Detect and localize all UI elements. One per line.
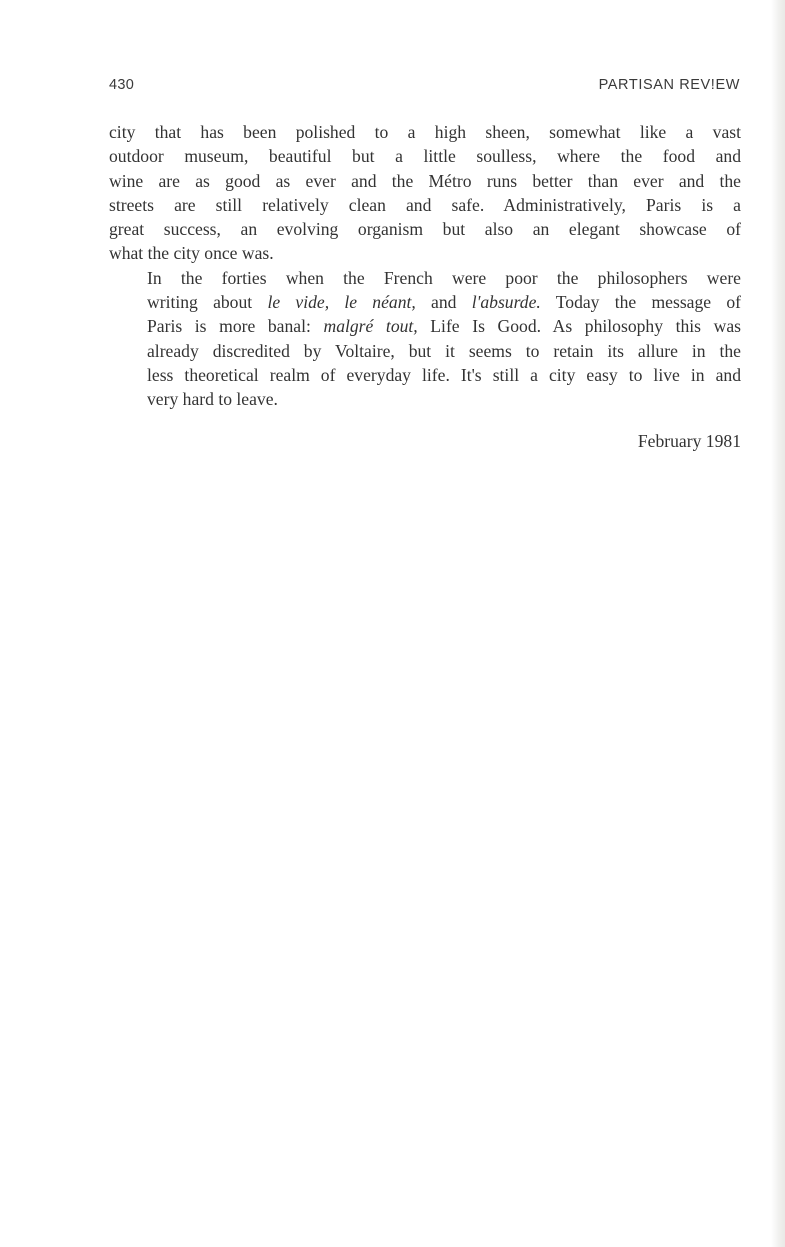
text-run: writing about bbox=[147, 292, 268, 313]
journal-name: PARTISAN REV!EW bbox=[598, 77, 740, 93]
article-body bbox=[109, 120, 741, 412]
text-line: very hard to leave. bbox=[147, 389, 278, 410]
text-line: already discredited by Voltaire, but it seems to retain its allure in the bbox=[147, 340, 741, 361]
text-line: streets are still relatively clean and safe. Administratively, Paris is a bbox=[109, 194, 741, 215]
text-run: and bbox=[415, 292, 472, 313]
text-line: outdoor museum, beautiful but a little soulless, where the food and bbox=[109, 146, 741, 167]
text-run: Paris is more banal: bbox=[147, 316, 324, 337]
italic-phrase: malgré tout, bbox=[323, 316, 418, 337]
text-run: Today the message of bbox=[540, 292, 741, 313]
text-line: less theoretical realm of everyday life. It's still a city easy to live in and bbox=[147, 364, 741, 385]
dateline: February 1981 bbox=[637, 431, 741, 451]
text-line: city that has been polished to a high sheen, somewhat like a vast bbox=[109, 122, 741, 142]
paragraph-1 bbox=[109, 120, 741, 266]
text-line: what the city once was. bbox=[109, 243, 274, 264]
text-line: wine are as good as ever and the Métro runs better than ever and the bbox=[109, 170, 741, 191]
text-run: Life Is Good. As philosophy this was bbox=[417, 316, 741, 337]
text-line bbox=[109, 290, 741, 314]
italic-phrase: le vide, le néant, bbox=[267, 292, 416, 313]
text-line: great success, an evolving organism but also an elegant showcase of bbox=[109, 219, 741, 240]
text-line: In the forties when the French were poor the philosophers were bbox=[147, 267, 741, 288]
page-edge-shadow bbox=[771, 0, 785, 1247]
running-header bbox=[109, 77, 740, 97]
italic-phrase: l'absurde. bbox=[471, 292, 541, 313]
paragraph-2 bbox=[109, 266, 741, 412]
page-number: 430 bbox=[109, 77, 135, 93]
text-line bbox=[109, 314, 741, 338]
